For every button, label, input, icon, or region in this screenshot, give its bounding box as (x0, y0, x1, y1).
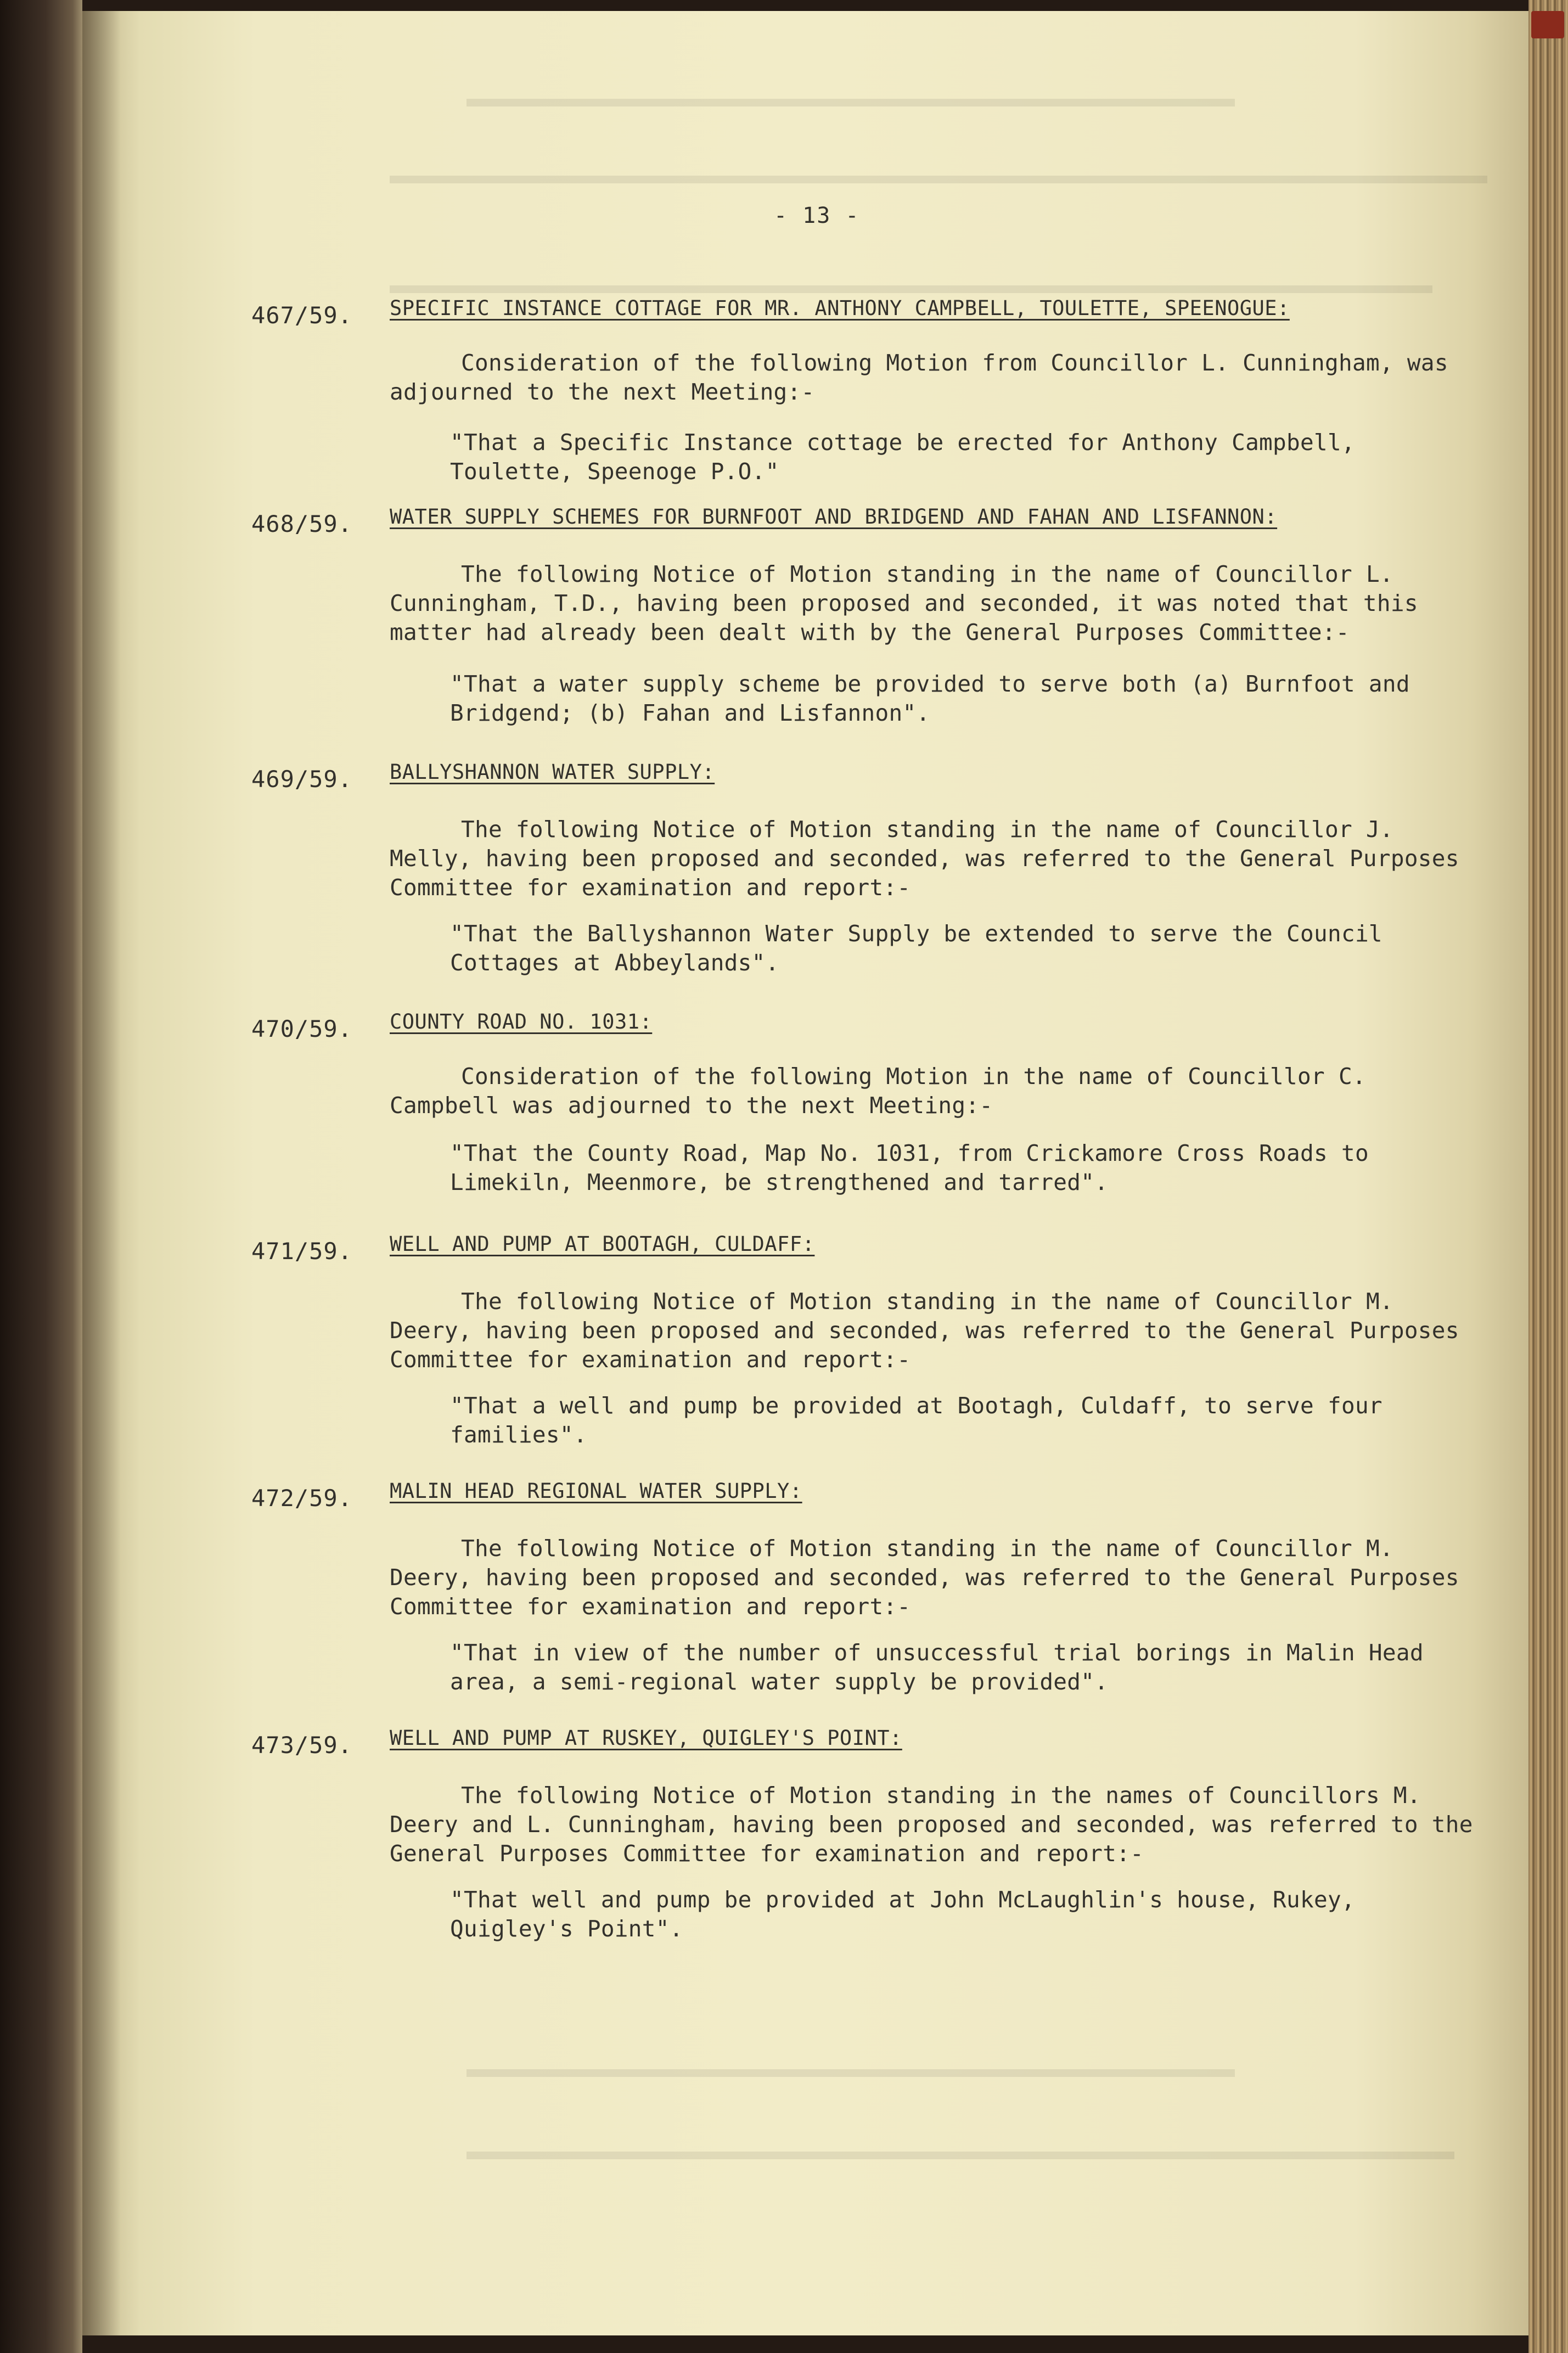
minute-paragraph: The following Notice of Motion standing in the names of Councillors M. Deery and L. Cunningham, having been proposed and seconded, was referred to the General Purposes Committee for examination and report:- (390, 1782, 1473, 1867)
minute-paragraph: Consideration of the following Motion in the name of Councillor C. Campbell was adjourned to the next Meeting:- (390, 1063, 1366, 1119)
minute-heading: MALIN HEAD REGIONAL WATER SUPPLY: (390, 1479, 802, 1503)
minute-heading: COUNTY ROAD NO. 1031: (390, 1010, 653, 1034)
minute-heading: WATER SUPPLY SCHEMES FOR BURNFOOT AND BRIDGEND AND FAHAN AND LISFANNON: (390, 505, 1278, 529)
document-page (82, 11, 1528, 2335)
show-through-line (390, 285, 1432, 293)
minute-heading: WELL AND PUMP AT BOOTAGH, CULDAFF: (390, 1232, 815, 1256)
minute-number: 468/59. (251, 510, 353, 537)
page-edges (1528, 0, 1568, 2353)
show-through-line (467, 99, 1235, 106)
left-page-stack (0, 0, 82, 2353)
minute-number: 472/59. (251, 1485, 353, 1512)
bookmark-tab (1531, 11, 1564, 38)
binding-shadow (82, 11, 121, 2335)
minute-number: 473/59. (251, 1732, 353, 1759)
page-number: - 13 - (774, 203, 860, 228)
minute-number: 467/59. (251, 302, 353, 329)
motion-quote: "That the County Road, Map No. 1031, from Crickamore Cross Roads to Limekiln, Meenmore, be strengthened and tarred". (450, 1140, 1369, 1195)
show-through-line (390, 176, 1487, 183)
motion-quote: "That the Ballyshannon Water Supply be extended to serve the Council Cottages at Abbeylands". (450, 920, 1382, 976)
minute-paragraph: The following Notice of Motion standing in the name of Councillor M. Deery, having been proposed and seconded, was referred to the General Purposes Committee for examination and report:- (390, 1288, 1459, 1373)
motion-quote: "That a well and pump be provided at Bootagh, Culdaff, to serve four families". (450, 1392, 1382, 1448)
minute-heading: SPECIFIC INSTANCE COTTAGE FOR MR. ANTHONY CAMPBELL, TOULETTE, SPEENOGUE: (390, 296, 1290, 320)
minute-number: 471/59. (251, 1238, 353, 1265)
motion-quote: "That in view of the number of unsuccessful trial borings in Malin Head area, a semi-regional water supply be provided". (450, 1639, 1424, 1695)
minute-paragraph: The following Notice of Motion standing in the name of Councillor M. Deery, having been proposed and seconded, was referred to the General Purposes Committee for examination and report:- (390, 1535, 1459, 1620)
minute-paragraph: The following Notice of Motion standing in the name of Councillor L. Cunningham, T.D., having been proposed and seconded, it was noted that this matter had already been dealt with by the General Purposes Committee:- (390, 561, 1418, 645)
motion-quote: "That a Specific Instance cottage be erected for Anthony Campbell, Toulette, Speenoge P.O." (450, 429, 1355, 485)
minute-number: 470/59. (251, 1015, 353, 1042)
minute-heading: WELL AND PUMP AT RUSKEY, QUIGLEY'S POINT: (390, 1726, 902, 1750)
minute-number: 469/59. (251, 766, 353, 793)
show-through-line (467, 2069, 1235, 2077)
show-through-line (467, 2152, 1454, 2159)
minute-heading: BALLYSHANNON WATER SUPPLY: (390, 760, 715, 784)
minute-paragraph: Consideration of the following Motion from Councillor L. Cunningham, was adjourned to the next Meeting:- (390, 350, 1448, 405)
motion-quote: "That a water supply scheme be provided to serve both (a) Burnfoot and Bridgend; (b) Fahan and Lisfannon". (450, 671, 1410, 726)
minute-paragraph: The following Notice of Motion standing in the name of Councillor J. Melly, having been proposed and seconded, was referred to the General Purposes Committee for examination and report:- (390, 816, 1459, 901)
motion-quote: "That well and pump be provided at John McLaughlin's house, Rukey, Quigley's Point". (450, 1886, 1355, 1942)
